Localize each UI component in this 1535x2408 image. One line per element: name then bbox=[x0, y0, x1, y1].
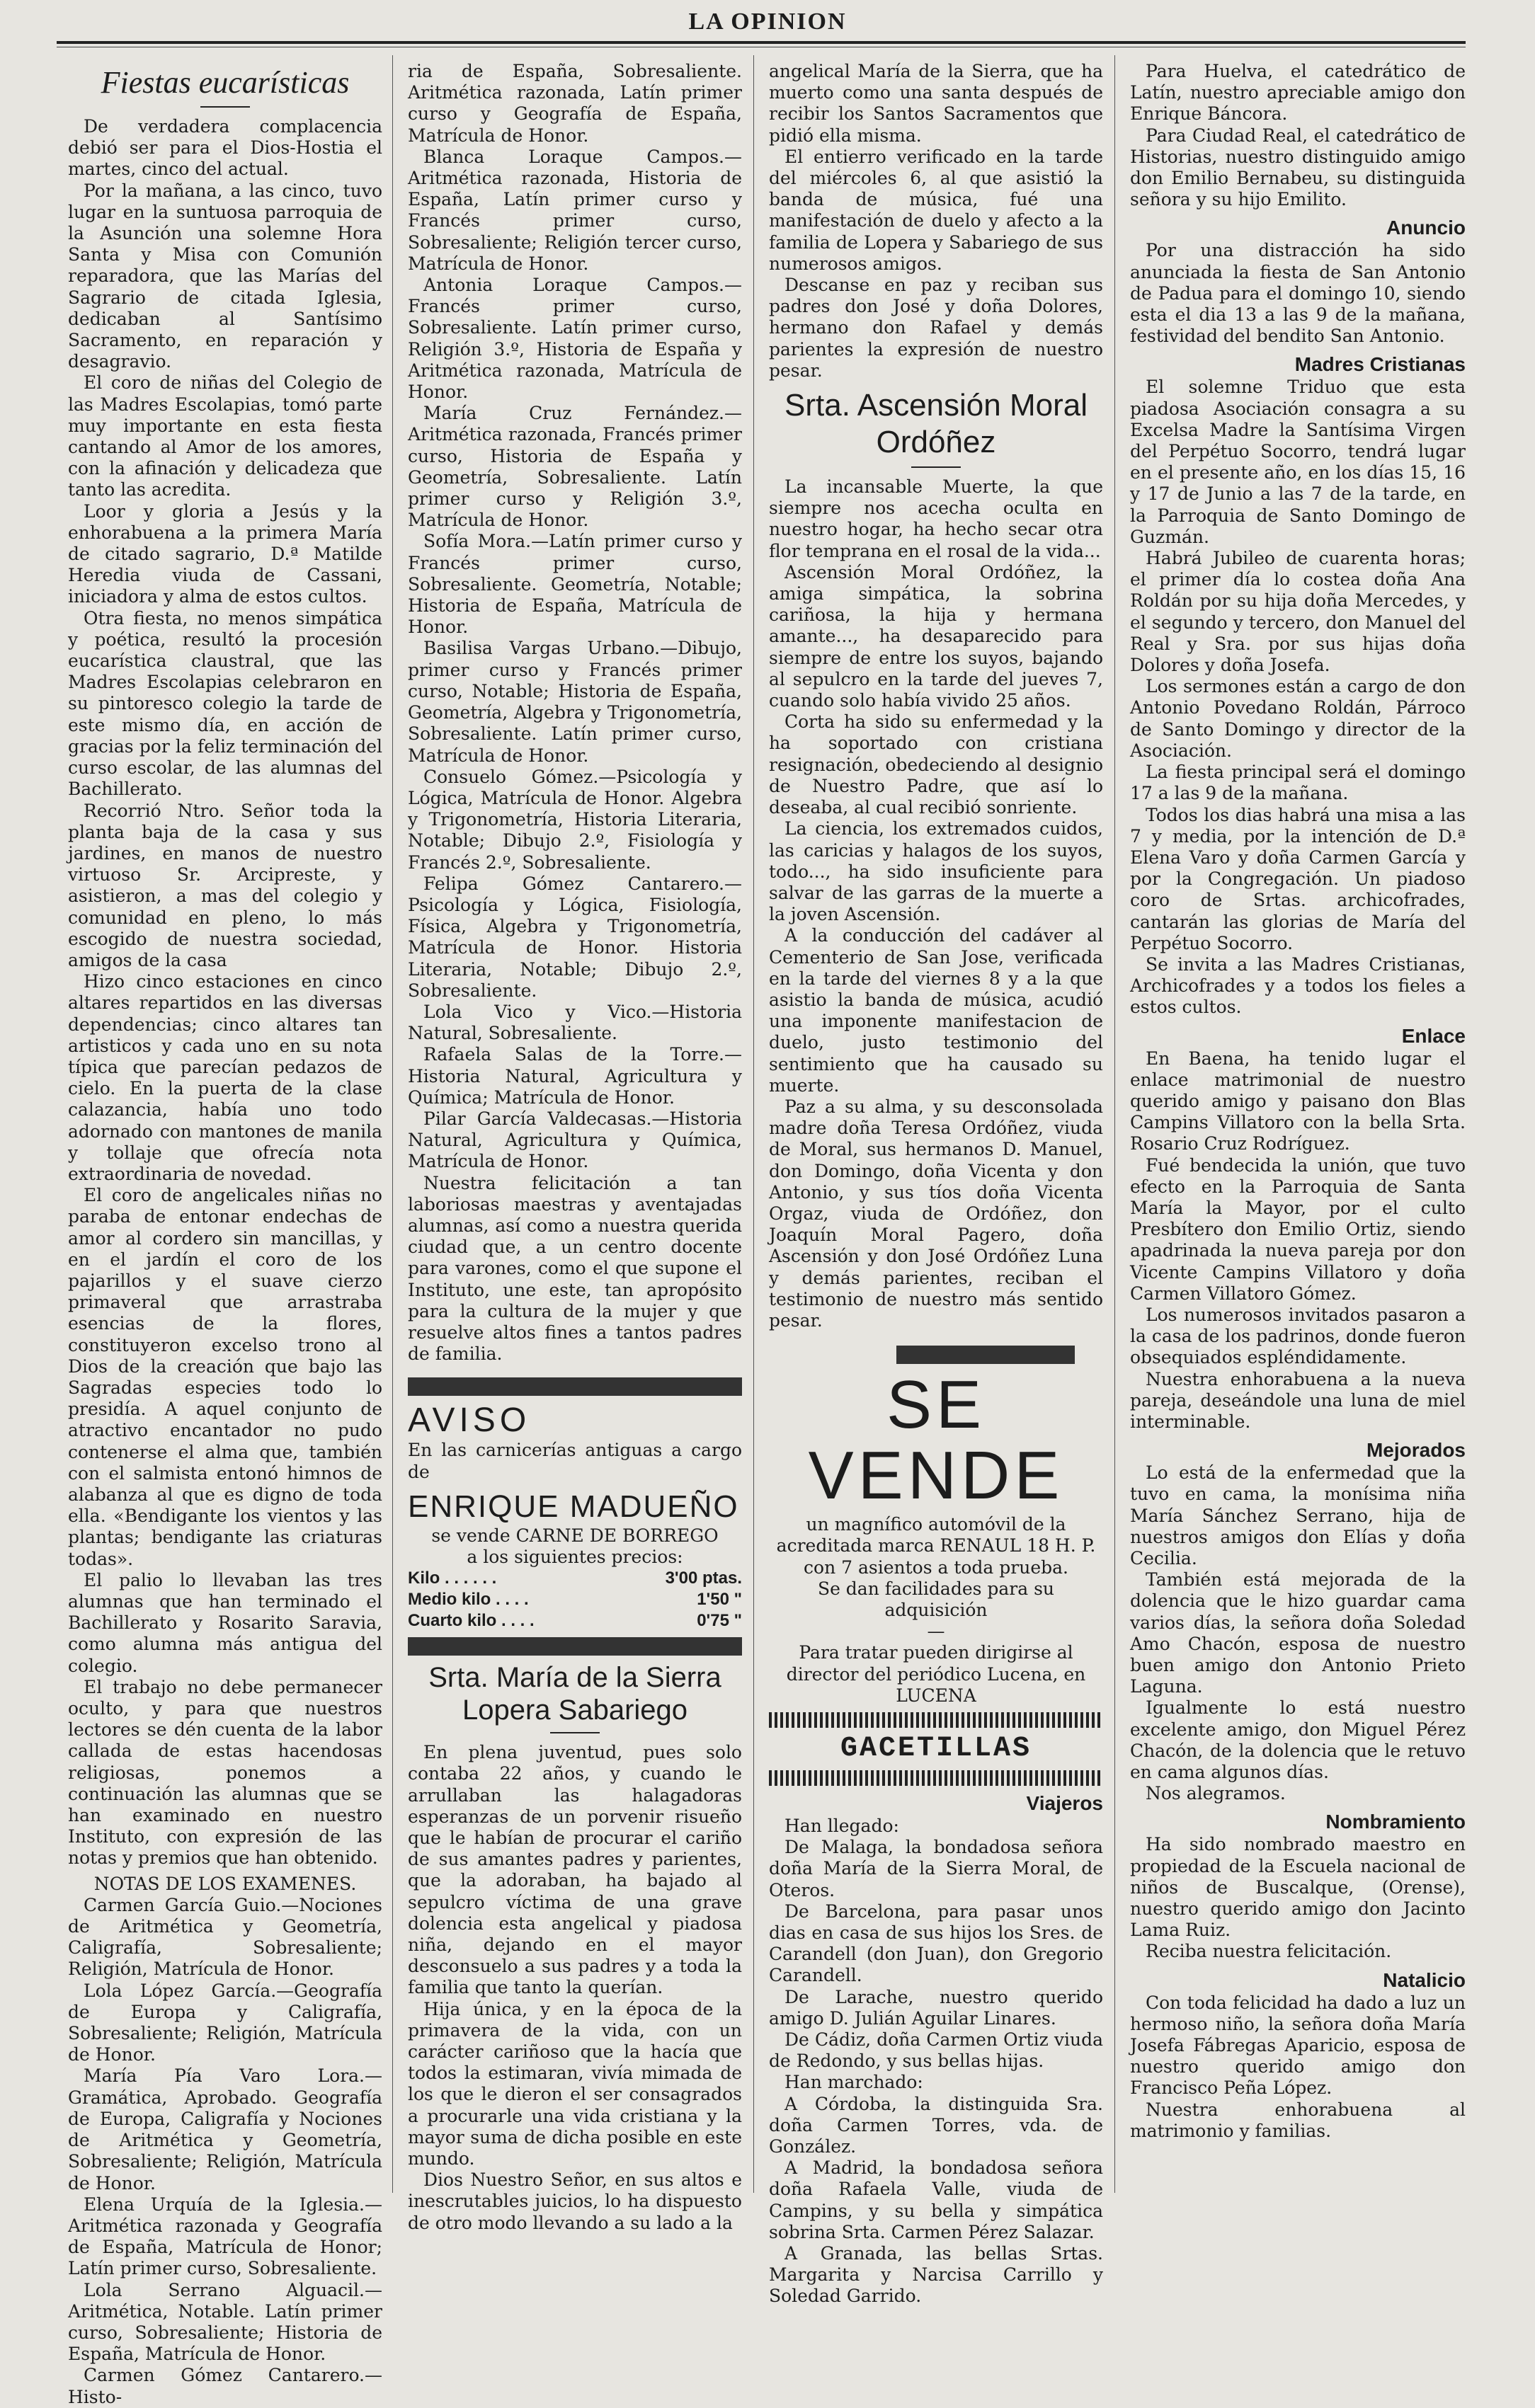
paragraph: Hizo cinco estaciones en cinco altares repartidos en las diversas dependencias; cinco altares tan artisticos y cada uno en su nota típica que parecían pedazos de cielo. En la puerta de la clase calazancia, había uno todo adornado con mantones de manila y tollaje que ofrecía nota extraordinaria de novedad. bbox=[68, 971, 382, 1184]
paragraph: De Cádiz, doña Carmen Ortiz viuda de Redondo, y sus bellas hijas. bbox=[769, 2029, 1103, 2072]
vende-dash: — bbox=[927, 1621, 945, 1642]
paragraph: La fiesta principal será el domingo 17 a las 9 de la mañana. bbox=[1130, 762, 1466, 804]
exam-entry: María Pía Varo Lora.—Gramática, Aprobado. Geografía de Europa, Caligrafía y Nociones de Aritmética y Geometría, Sobresaliente; Religión, Matrícula de Honor. bbox=[68, 2065, 382, 2194]
aviso-ad bbox=[408, 1401, 742, 1632]
paragraph: Recorrió Ntro. Señor toda la planta baja de la casa y sus jardines, en manos de nuestro virtuoso Sr. Arcipreste, y asistieron, a mas del colegio y comunidad en pleno, lo más escogido de nuestra sociedad, amigos de la casa bbox=[68, 800, 382, 970]
paragraph: Lo está de la enfermedad que la tuvo en cama, la monísima niña María Sánchez Serrano, hija de nuestros amigos don Elías y doña Cecilia. bbox=[1130, 1462, 1466, 1569]
section-heading: Madres Cristianas bbox=[1294, 353, 1466, 376]
exam-entry: Rafaela Salas de la Torre.—Historia Natural, Agricultura y Química; Matrícula de Honor. bbox=[408, 1044, 742, 1108]
aviso-intro: En las carnicerías antiguas a cargo de bbox=[408, 1440, 742, 1482]
section-heading: Enlace bbox=[1401, 1024, 1466, 1047]
paragraph: A Córdoba, la distinguida Sra. doña Carmen Torres, vda. de González. bbox=[769, 2093, 1103, 2157]
paragraph: De Barcelona, para pasar unos dias en casa de sus hijos los Sres. de Carandell (don Juan), don Gregorio Carandell. bbox=[769, 1900, 1103, 1986]
paragraph: Dios Nuestro Señor, en sus altos e inescrutables juicios, lo ha dispuesto de otro modo llevando a su lado a la bbox=[408, 2169, 742, 2233]
paragraph: Nuestra enhorabuena al matrimonio y familias. bbox=[1130, 2099, 1466, 2141]
paragraph: El coro de angelicales niñas no paraba de entonar endechas de amor al cordero sin mancillas, y en el jardín el coro de los pajarillos y el suave cierzo primaveral que arrastraba esencias de la flores, constituyeron excelso trono al Dios de la creación que bajo las Sagradas especies todo lo presidía. A aquel conjunto de atractivo encantador no pudo contenerse el alma que, también con el salmista entonó himnos de alabanza al que es digno de toda ella. «Bendigante los vientos y las plantas; bendigante las criaturas todas». bbox=[68, 1185, 382, 1569]
exam-entry: Consuelo Gómez.—Psicología y Lógica, Matrícula de Honor. Algebra y Trigonometría, Historia Literaria, Notable; Dibujo 2.º, Fisiología y Francés 2.º, Sobresaliente. bbox=[408, 766, 742, 873]
paragraph: En Baena, ha tenido lugar el enlace matrimonial de nuestro querido amigo y paisano don Blas Campins Villatoro con la bella Srta. Rosario Cruz Rodríguez. bbox=[1130, 1048, 1466, 1154]
column-divider bbox=[753, 55, 754, 2193]
exam-entry: Lola Serrano Alguacil.—Aritmética, Notable. Latín primer curso, Sobresaliente; Historia de España, Matrícula de Honor. bbox=[68, 2279, 382, 2365]
paragraph: Para Ciudad Real, el catedrático de Historias, nuestro distinguido amigo don Emilio Bernabeu, su distinguida señora y su hijo Emilito. bbox=[1130, 125, 1466, 210]
section-border bbox=[769, 1770, 1103, 1786]
paragraph: Igualmente lo está nuestro excelente amigo, don Miguel Pérez Chacón, de la dolencia que le retuvo en cama algunos días. bbox=[1130, 1697, 1466, 1783]
obituary-heading: Srta. Ascensión Moral Ordóñez bbox=[784, 388, 1088, 460]
exam-entry: Felipa Gómez Cantarero.—Psicología y Lógica, Fisiología, Física, Algebra y Trigonometría, Matrícula de Honor. Historia Literaria, Notable; Dibujo 2.º, Sobresaliente. bbox=[408, 873, 742, 1001]
exam-entry: María Cruz Fernández.—Aritmética razonada, Francés primer curso, Historia de España y Geometría, Sobresaliente. Latín primer curso y Religión 3.º, Matrícula de Honor. bbox=[408, 403, 742, 531]
aviso-name: ENRIQUE MADUEÑO bbox=[408, 1489, 739, 1524]
paragraph: Otra fiesta, no menos simpática y poética, resultó la procesión eucarística claustral, que las Madres Escolapias celebraron en su pintoresco colegio la tarde de este mismo día, en acción de gracias por la feliz terminación del curso escolar, de las alumnas del Bachillerato. bbox=[68, 607, 382, 800]
ad-border bbox=[896, 1346, 1075, 1364]
se-vende-ad bbox=[769, 1367, 1103, 1707]
paragraph: Ascensión Moral Ordóñez, la amiga simpática, la sobrina cariñosa, la hija y hermana amante..., ha desaparecido para siempre de entre los suyos, bajando al sepulcro en la tarde del jueves 7, cuando solo había vivido 25 años. bbox=[769, 561, 1103, 711]
price-row bbox=[408, 1589, 742, 1610]
paragraph: A la conducción del cadáver al Cementerio de San Jose, verificada en la tarde del viernes 8 y a la que asistio la banda de música, acudió una imponente manifestacion de duelo, justo testimonio del sentimiento que ha causado su muerte. bbox=[769, 925, 1103, 1096]
paragraph: Todos los dias habrá una misa a las 7 y media, por la intención de D.ª Elena Varo y doña Carmen García y por la Congregación. Un piadoso coro de Srtas. archicofrades, cantarán las glorias de María del Perpétuo Socorro. bbox=[1130, 804, 1466, 953]
price-label: Cuarto kilo . . . . bbox=[408, 1611, 535, 1631]
paragraph: A Granada, las bellas Srtas. Margarita y Narcisa Carrillo y Soledad Garrido. bbox=[769, 2243, 1103, 2307]
paragraph: Por una distracción ha sido anunciada la fiesta de San Antonio de Padua para el domingo 10, siendo esta el dia 13 a las 9 de la mañana, festividad del bendito San Antonio. bbox=[1130, 240, 1466, 347]
paragraph: De Malaga, la bondadosa señora doña María de la Sierra Moral, de Oteros. bbox=[769, 1837, 1103, 1900]
paragraph: Para Huelva, el catedrático de Latín, nuestro apreciable amigo don Enrique Báncora. bbox=[1130, 61, 1466, 125]
paragraph: La ciencia, los extremados cuidos, las caricias y halagos de los suyos, todo..., ha sido insuficiente para salvar de las garras de la muerte a la joven Ascensión. bbox=[769, 818, 1103, 925]
vende-text: Para tratar pueden dirigirse al director del periódico Lucena, en LUCENA bbox=[786, 1642, 1086, 1706]
paragraph: A Madrid, la bondadosa señora doña Rafaela Valle, viuda de Campins, y su bella y simpática sobrina Srta. Carmen Pérez Salazar. bbox=[769, 2157, 1103, 2242]
column-3 bbox=[769, 61, 1103, 2307]
ad-border bbox=[408, 1377, 742, 1396]
exam-entry: ria de España, Sobresaliente. Aritmética razonada, Latín primer curso y Geografía de España, Matrícula de Honor. bbox=[408, 61, 742, 146]
column-divider bbox=[1114, 55, 1115, 2193]
vende-title: SE VENDE bbox=[808, 1367, 1064, 1514]
paragraph: La incansable Muerte, la que siempre nos acecha oculta en nuestro hogar, ha hecho secar otra flor temprana en el rosal de la vida... bbox=[769, 476, 1103, 561]
aviso-title: AVISO bbox=[408, 1401, 531, 1440]
price-value: 0'75 " bbox=[697, 1611, 742, 1631]
aviso-text: a los siguientes precios: bbox=[467, 1547, 683, 1567]
price-value: 1'50 " bbox=[697, 1590, 742, 1610]
paragraph: Reciba nuestra felicitación. bbox=[1146, 1941, 1392, 1962]
paragraph: Se invita a las Madres Cristianas, Archicofrades y a todos los fieles a estos cultos. bbox=[1130, 953, 1466, 1018]
heading-rule bbox=[200, 106, 250, 108]
exam-entry: Elena Urquía de la Iglesia.—Aritmética razonada y Geografía de España, Matrícula de Honor; Latín primer curso, Sobresaliente. bbox=[68, 2194, 382, 2279]
paragraph: El palio lo llevaban las tres alumnas que han terminado el Bachillerato y Rosarito Saravia, como alumna más antigua del colegio. bbox=[68, 1569, 382, 1676]
section-heading: Natalicio bbox=[1383, 1968, 1466, 1991]
vende-text: Se dan facilidades para su adquisición bbox=[817, 1578, 1055, 1620]
article-heading: Fiestas eucarísticas bbox=[101, 65, 350, 100]
column-divider bbox=[392, 55, 393, 2193]
paragraph: Nuestra enhorabuena a la nueva pareja, deseándole una luna de miel interminable. bbox=[1130, 1368, 1466, 1432]
price-label: Kilo . . . . . . bbox=[408, 1569, 497, 1588]
price-label: Medio kilo . . . . bbox=[408, 1590, 529, 1610]
ad-border bbox=[408, 1637, 742, 1656]
paragraph: El trabajo no debe permanecer oculto, y para que nuestros lectores se dén cuenta de la labor callada de estas hacendosas religiosas, ponemos a continuación las alumnas que se han examinado en nuestro Instituto, con expresión de las notas y premios que han obtenido. bbox=[68, 1676, 382, 1869]
paragraph: Paz a su alma, y su desconsolada madre doña Teresa Ordóñez, viuda de Moral, sus hermanos D. Manuel, don Domingo, doña Vicenta y don Antonio, y sus tíos doña Vicenta Orgaz, viuda de Ordóñez, don Joaquín Moral Pagero, doña Ascensión y don José Ordóñez Luna y demás parientes, reciban el testimonio de nuestro más sentido pesar. bbox=[769, 1096, 1103, 1331]
section-border bbox=[769, 1712, 1103, 1728]
paragraph: angelical María de la Sierra, que ha muerto como una santa después de recibir los Santos Sacramentos que pidió ella misma. bbox=[769, 61, 1103, 146]
column-2 bbox=[408, 61, 742, 2233]
paragraph: Ha sido nombrado maestro en propiedad de la Escuela nacional de niños de Buscalque, (Orense), nuestro querido amigo don Jacinto Lama Ruiz. bbox=[1130, 1834, 1466, 1941]
paragraph: El coro de niñas del Colegio de las Madres Escolapias, tomó parte muy importante en esta fiesta cantando al Amor de los amores, con la afinación y delicadeza que tanto las acredita. bbox=[68, 372, 382, 500]
paragraph: El entierro verificado en la tarde del miércoles 6, al que asistió la banda de música, fué una manifestación de duelo y afecto a la familia de Lopera y Sabariego de sus numerosos amigos. bbox=[769, 146, 1103, 274]
exam-entry: Lola Vico y Vico.—Historia Natural, Sobresaliente. bbox=[408, 1001, 742, 1044]
paragraph: Hija única, y en la época de la primavera de la vida, con un carácter cariñoso que la hacía que todos la estimaran, vivía mimada de los que le dieron el ser consagrados a procurarle una vida cristiana y la mayor suma de dicha posible en este mundo. bbox=[408, 1998, 742, 2169]
paragraph: Los numerosos invitados pasaron a la casa de los padrinos, donde fueron obsequiados espléndidamente. bbox=[1130, 1304, 1466, 1368]
paragraph: Nos alegramos. bbox=[1146, 1783, 1286, 1804]
section-heading: Nombramiento bbox=[1325, 1811, 1466, 1833]
paragraph: De Larache, nuestro querido amigo D. Julián Aguilar Linares. bbox=[769, 1986, 1103, 2029]
paragraph: Los sermones están a cargo de don Antonio Povedano Roldán, Párroco de Santo Domingo y director de la Asociación. bbox=[1130, 676, 1466, 761]
column-4 bbox=[1130, 61, 1466, 2198]
exam-entry: Carmen Gómez Cantarero.—Histo- bbox=[68, 2365, 382, 2407]
paragraph: Loor y gloria a Jesús y la enhorabuena a la primera María de citado sagrario, D.ª Matilde Heredia viuda de Cassani, iniciadora y alma de estos cultos. bbox=[68, 500, 382, 607]
paragraph: Fué bendecida la unión, que tuvo efecto en la Parroquia de Santa María la Mayor, por el culto Presbítero don Emilio Ortiz, siendo apadrinada la nueva pareja por don Vicente Campins Villatoro y doña Carmen Villatoro Gómez. bbox=[1130, 1154, 1466, 1304]
paragraph: De verdadera complacencia debió ser para el Dios-Hostia el martes, cinco del actual. bbox=[68, 116, 382, 180]
masthead-rule bbox=[57, 41, 1466, 44]
exam-entry: Sofía Mora.—Latín primer curso y Francés primer curso, Sobresaliente. Geometría, Notable; Historia de España, Matrícula de Honor. bbox=[408, 531, 742, 638]
paragraph: Con toda felicidad ha dado a luz un hermoso niño, la señora doña María Josefa Fábregas Aparicio, esposa de nuestro querido amigo don Francisco Peña López. bbox=[1130, 1992, 1466, 2099]
masthead: LA OPINION bbox=[688, 8, 847, 35]
paragraph: Han marchado: bbox=[784, 2072, 923, 2093]
heading-rule bbox=[550, 1732, 600, 1733]
section-heading: Anuncio bbox=[1386, 217, 1466, 239]
obituary-heading: Srta. María de la Sierra Lopera Sabariego bbox=[428, 1662, 721, 1726]
paragraph: Han llegado: bbox=[784, 1816, 899, 1836]
price-row bbox=[408, 1568, 742, 1589]
paragraph: El solemne Triduo que esta piadosa Asociación consagra a su Excelsa Madre la Santísima Virgen del Perpétuo Socorro, tendrá lugar en el presente año, en los días 15, 16 y 17 de Junio a las 7 de la tarde, en la Parroquia de Santo Domingo de Guzmán. bbox=[1130, 377, 1466, 547]
paragraph: En plena juventud, pues solo contaba 22 años, y cuando le arrullaban las halagadoras esperanzas de un porvenir risueño que le habían de procurar el cariño de sus amantes padres y parientes, que la adoraban, ha bajado al sepulcro víctima de una grave dolencia esta angelical y piadosa niña, dejando en el mayor desconsuelo a sus padres y a toda la familia que tanto la querían. bbox=[408, 1742, 742, 1998]
exam-entry: Lola López García.—Geografía de Europa y Caligrafía, Sobresaliente; Religión, Matrícula de Honor. bbox=[68, 1980, 382, 2065]
exam-entry: Pilar García Valdecasas.—Historia Natural, Agricultura y Química, Matrícula de Honor. bbox=[408, 1108, 742, 1172]
price-value: 3'00 ptas. bbox=[665, 1569, 742, 1588]
paragraph: Nuestra felicitación a tan laboriosas maestras y aventajadas alumnas, así como a nuestra querida ciudad que, a un centro docente para varones, como el que supone el Instituto, une este, tan apropósito para la cultura de la mujer y que resuelve altos fines a tantos padres de familia. bbox=[408, 1172, 742, 1365]
exam-entry: Antonia Loraque Campos.—Francés primer curso, Sobresaliente. Latín primer curso, Religión 3.º, Historia de España y Aritmética razonada, Matrícula de Honor. bbox=[408, 275, 742, 403]
section-heading: Mejorados bbox=[1366, 1439, 1466, 1462]
exam-entry: Basilisa Vargas Urbano.—Dibujo, primer curso y Francés primer curso, Notable; Historia de España, Geometría, Algebra y Trigonometría, Sobresaliente. Latín primer curso, Matrícula de Honor. bbox=[408, 638, 742, 766]
paragraph: Descanse en paz y reciban sus padres don José y doña Dolores, hermano don Rafael y demás parientes la expresión de nuestro pesar. bbox=[769, 275, 1103, 381]
notas-heading: NOTAS DE LOS EXAMENES. bbox=[93, 1873, 357, 1894]
exam-entry: Carmen García Guio.—Nociones de Aritmética y Geometría, Caligrafía, Sobresaliente; Religión, Matrícula de Honor. bbox=[68, 1894, 382, 1980]
column-1 bbox=[68, 61, 382, 2407]
paragraph: También está mejorada de la dolencia que le hizo guardar cama varios días, la señora doña Soledad Amo Chacón, esposa de nuestro buen amigo don Antonio Prieto Laguna. bbox=[1130, 1569, 1466, 1697]
section-heading: Viajeros bbox=[1026, 1792, 1103, 1814]
exam-entry: Blanca Loraque Campos.—Aritmética razonada, Historia de España, Latín primer curso y Francés primer curso, Sobresaliente; Religión tercer curso, Matrícula de Honor. bbox=[408, 146, 742, 274]
paragraph: Por la mañana, a las cinco, tuvo lugar en la suntuosa parroquia de la Asunción una solemne Hora Santa y Misa con Comunión reparadora, que las Marías del Sagrario de citada Iglesia, dedicaban al Santísimo Sacramento, en reparación y desagravio. bbox=[68, 180, 382, 372]
paragraph: Corta ha sido su enfermedad y la ha soportado con cristiana resignación, obedeciendo al designio de Nuestro Padre, que así lo deseaba, al cual recibió sonriente. bbox=[769, 711, 1103, 818]
aviso-text: se vende CARNE DE BORREGO bbox=[431, 1525, 719, 1546]
paragraph: Habrá Jubileo de cuarenta horas; el primer día lo costea doña Ana Roldán por su hija doña Mercedes, y el segundo y tercero, don Manuel del Real y Sra. por sus hijas doña Dolores y doña Josefa. bbox=[1130, 548, 1466, 676]
gacetillas-heading: GACETILLAS bbox=[840, 1733, 1032, 1765]
vende-text: un magnífico automóvil de la acreditada marca RENAUL 18 H. P. con 7 asientos a toda prueba. bbox=[776, 1514, 1096, 1578]
heading-rule bbox=[911, 466, 961, 468]
price-row bbox=[408, 1610, 742, 1632]
